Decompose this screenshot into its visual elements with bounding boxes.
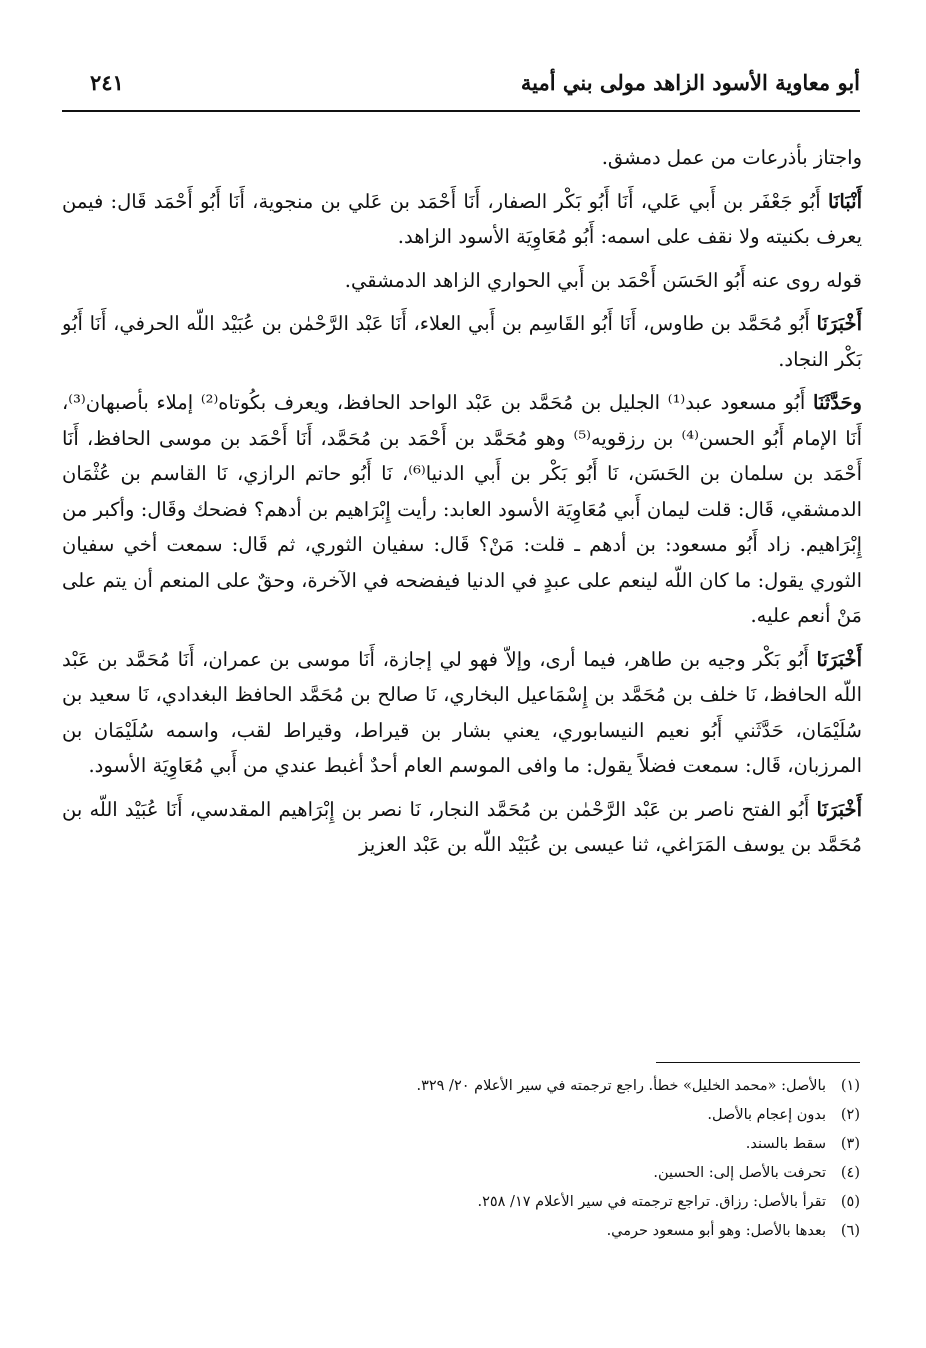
paragraph-text: قوله روى عنه أَبُو الحَسَن أَحْمَد بن أَبي الحواري الزاهد الدمشقي.: [344, 268, 862, 292]
paragraph: [62, 140, 862, 176]
paragraph: [62, 642, 862, 784]
footnote: [160, 1188, 860, 1217]
footnote: [160, 1101, 860, 1130]
running-header: [62, 66, 860, 106]
isnad-lead: أَخْبَرَنَا: [816, 797, 862, 821]
paragraph-text: أَبُو مسعود عبد⁽¹⁾ الجليل بن مُحَمَّد بن عَبْد الواحد الحافظ، ويعرف بكُوتاه⁽²⁾ إملاء بأصبهان⁽³⁾، أَنَا الإمام أَبُو الحسن⁽⁴⁾ بن رزقويه⁽⁵⁾ وهو مُحَمَّد بن أَحْمَد بن مُحَمَّد، أَنَا أَحْمَد بن موسى الحافظ، أَنَا أَحْمَد بن سلمان بن الحَسَن، نَا أَبُو بَكْر بن أَبي الدنيا⁽⁶⁾، نَا أَبُو حاتم الرازي، نَا القاسم بن عُثْمَان الدمشقي، قَال: قلت ليمان أَبي مُعَاوِيَة الأسود العابد: رأيت إِبْرَاهيم بن أدهم؟ فضحك وقَال: وأكبر من إِبْرَاهيم. زاد أَبُو مسعود: بن أدهم ـ قلت: مَنْ؟ قَال: سفيان الثوري، ثم قَال: سمعت أخي سفيان الثوري يقول: ما كان اللّه لينعم على عبدٍ في الدنيا فيفضحه في الآخرة، وحقٌ على المنعم أن يتم على مَنْ أنعم عليه.: [62, 391, 863, 627]
footnote-text: تقرأ بالأصل: رزاق. تراجع ترجمته في سير الأعلام ١٧/ ٢٥٨.: [477, 1194, 826, 1210]
paragraph-text: أَبُو مُحَمَّد بن طاوس، أَنَا أَبُو القَاسِم بن أَبي العلاء، أَنَا عَبْد الرَّحْمٰن بن عُبَيْد اللّه الحرفي، أَنَا أَبُو بَكْر النجاد.: [62, 312, 862, 371]
footnote-text: بعدها بالأصل: وهو أبو مسعود حرمي.: [606, 1223, 826, 1239]
main-text: [62, 140, 862, 871]
footnote-text: بالأصل: «محمد الخليل» خطأ. راجع ترجمته في سير الأعلام ٢٠/ ٣٢٩.: [416, 1078, 826, 1094]
footnote-number: (٥): [840, 1194, 860, 1210]
footnote-text: بدون إعجام بالأصل.: [707, 1107, 826, 1123]
isnad-lead: أَنْبَانَا: [827, 189, 862, 213]
footnote: [160, 1217, 860, 1246]
footnote: [160, 1072, 860, 1101]
running-title: أبو معاوية الأسود الزاهد مولى بني أمية: [520, 70, 860, 95]
footnote-number: (٣): [840, 1136, 860, 1152]
paragraph-text: واجتاز بأذرعات من عمل دمشق.: [601, 146, 862, 169]
footnote-number: (٦): [840, 1223, 860, 1239]
footnote-text: سقط بالسند.: [745, 1136, 826, 1152]
isnad-lead: أَخْبَرَنَا: [816, 312, 862, 335]
footnote: [160, 1130, 860, 1159]
paragraph-text: أَبُو بَكْر وجيه بن طاهر، فيما أرى، وإلاّ فهو لي إجازة، أَنَا موسى بن عمران، أَنَا مُحَمَّد بن عَبْد اللّه الحافظ، نَا خلف بن مُحَمَّد بن إِسْمَاعيل البخاري، نَا صالح بن مُحَمَّد الحافظ البغدادي، نَا سعيد بن سُلَيْمَان، حَدَّثَني أَبُو نعيم النيسابوري، يعني بشار بن قيراط، وقيراط لقب، واسمه سُلَيْمَان بن المرزبان، قَال: سمعت فضلاً يقول: ما وافى الموسم العام أحدٌ أغبط عندي من أَبي مُعَاوِيَة الأسود.: [62, 647, 862, 777]
header-rule: [62, 110, 860, 112]
paragraph: [62, 184, 862, 255]
isnad-lead: أَخْبَرَنَا: [816, 647, 862, 671]
footnote-number: (٢): [840, 1107, 860, 1123]
paragraph: [62, 263, 862, 299]
paragraph: [62, 306, 862, 377]
footnote-rule: [656, 1062, 860, 1063]
footnote-number: (٤): [840, 1165, 860, 1181]
paragraph-text: أَبُو الفتح ناصر بن عَبْد الرَّحْمٰن بن مُحَمَّد النجار، نَا نصر بن إِبْرَاهيم المقدسي، أَنَا عُبَيْد اللّه بن مُحَمَّد بن يوسف المَرَاغي، ثنا عيسى بن عُبَيْد اللّه بن عَبْد العزيز: [62, 797, 862, 856]
paragraph-text: أَبُو جَعْفَر بن أَبي عَلي، أَنَا أَبُو بَكْر الصفار، أَنَا أَحْمَد بن عَلي بن منجوية، أَنَا أَبُو أَحْمَد قَال: فيمن يعرف بكنيته ولا نقف على اسمه: أَبُو مُعَاوِيَة الأسود الزاهد.: [62, 189, 862, 248]
footnote-number: (١): [840, 1078, 860, 1094]
footnote: [160, 1159, 860, 1188]
footnote-text: تحرفت بالأصل إلى: الحسين.: [653, 1165, 826, 1181]
page-number: ٢٤١: [90, 70, 124, 95]
paragraph: [62, 385, 862, 634]
footnotes: [160, 1072, 860, 1246]
paragraph: [62, 792, 862, 863]
isnad-lead: وحَدَّثَنَا: [813, 391, 862, 414]
